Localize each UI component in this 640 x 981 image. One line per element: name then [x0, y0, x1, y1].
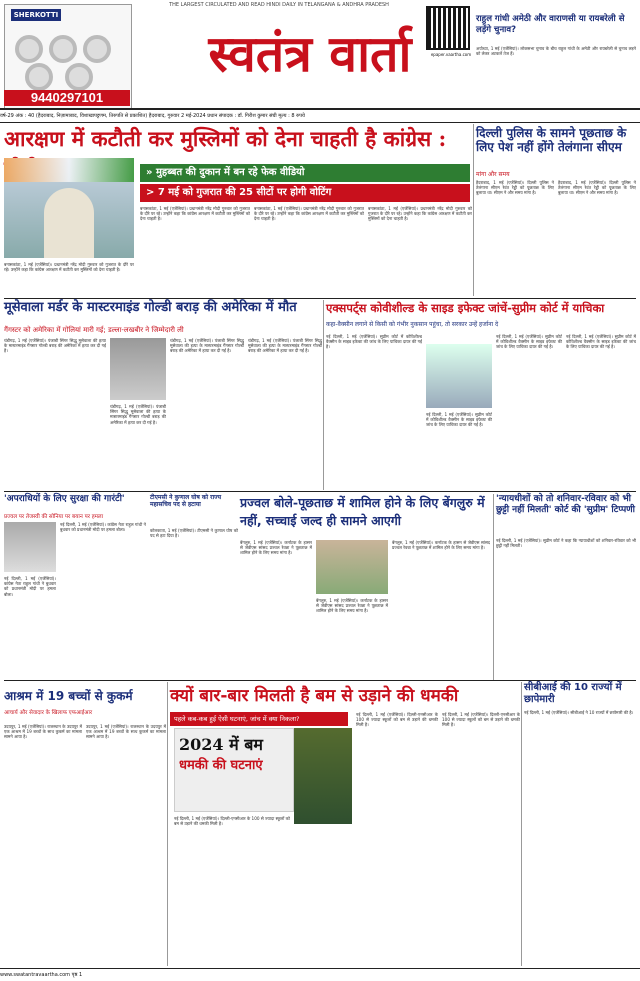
section-subhead-ashram: आचार्य और सेवादार के खिलाफ एफआईआर	[4, 710, 93, 716]
prajwal-body-1: बेंगलुरु, 1 मई (एजेंसियां)। कर्नाटक के हासन से जेडीएस सांसद प्रज्वल रेवन्ना ने पूछताछ में शामिल होने के लिए समय मांगा है।	[240, 540, 312, 556]
section-subhead-musewala: गैंगस्टर को अमेरिका में गोलियां मारी गई; डल्ला-लखबीर ने जिम्मेदारी ली	[4, 326, 184, 334]
section-headline-cbi: सीबीआई की 10 राज्यों में छापेमारी	[524, 682, 622, 705]
lead-banner-red: > 7 मई को गुजरात की 25 सीटों पर होगी वोटिंग	[140, 184, 470, 202]
ad-brand-logo: SHERKOTTI	[11, 9, 61, 21]
qr-code-icon[interactable]	[426, 6, 470, 50]
bomb-body-1: नई दिल्ली, 1 मई (एजेंसियां)। दिल्ली-एनसीआर के 100 से ज्यादा स्कूलों को बम से उड़ाने की धमकी मिली है।	[174, 816, 290, 827]
section-headline-musewala: मूसेवाला मर्डर के मास्टरमाइंड गोल्डी बराड़ की अमेरिका में मौत	[4, 300, 297, 315]
right-col-headline: दिल्ली पुलिस के सामने पूछताछ के लिए पेश नहीं होंगे तेलंगाना सीएम	[476, 126, 627, 154]
lead-headline: आरक्षण में कटौती कर मुस्लिमों को देना चाहती है कांग्रेस :	[4, 126, 447, 151]
tape-roll-image	[25, 63, 53, 91]
tape-roll-image	[65, 63, 93, 91]
flag-backdrop	[4, 158, 134, 182]
right-col-subhead: मांगा और समय	[476, 171, 510, 178]
section-subhead-guarantee: प्रज्वल पर तेजस्वी की सोनिया पर बयान पर हमला	[4, 514, 104, 520]
lead-body-col3: बनासकांठा, 1 मई (एजेंसियां)। प्रधानमंत्री नरेंद्र मोदी गुरुवार को गुजरात के दौरे पर रहे। उन्होंने कहा कि कांग्रेस आरक्षण में कटौती कर मुस्लिमों को देना चाहती है।	[254, 206, 364, 222]
section-headline-ashram: आश्रम में 19 बच्चों से कुकर्म	[4, 689, 133, 703]
prajwal-photo	[316, 540, 388, 594]
top-right-body: अयोध्या, 1 मई (एजेंसियां)। लोकसभा चुनाव के बीच राहुल गांधी के अमेठी और रायबरेली से चुनाव लड़ने को लेकर अटकलें तेज हैं।	[476, 46, 636, 57]
masthead-tagline: THE LARGEST CIRCULATED AND READ HINDI DAILY IN TELANGANA & ANDHRA PRADESH	[169, 2, 389, 8]
tape-roll-image	[49, 35, 77, 63]
section-headline-judges: 'न्यायधीशों को तो शनिवार-रविवार को भी छुट्टी नहीं मिलती' कोर्ट की 'सुप्रीम' टिप्पणी	[496, 494, 636, 515]
politician-photo	[4, 522, 56, 572]
bomb-body-3: नई दिल्ली, 1 मई (एजेंसियां)। दिल्ली-एनसीआर के 100 से ज्यादा स्कूलों को बम से उड़ाने की धमकी मिली है।	[442, 712, 520, 728]
epaper-url[interactable]: epaper.vaartha.com	[430, 52, 472, 57]
page-footer: www.swatantravaartha.com पृष्ठ 1	[0, 968, 640, 981]
guarantee-body-2: नई दिल्ली, 1 मई (एजेंसियां)। कांग्रेस नेता राहुल गांधी ने बुधवार को प्रधानमंत्री मोदी पर हमला बोला।	[4, 576, 56, 597]
infographic-year: 2024 में बम	[179, 735, 263, 754]
lead-body-col2: बनासकांठा, 1 मई (एजेंसियां)। प्रधानमंत्री नरेंद्र मोदी गुरुवार को गुजरात के दौरे पर रहे। उन्होंने कहा कि कांग्रेस आरक्षण में कटौती कर मुस्लिमों को देना चाहती है।	[140, 206, 250, 222]
section-headline-covishield: एक्सपर्ट्स कोवीशील्ड के साइड इफेक्ट जांचें-सुप्रीम कोर्ट में याचिका	[326, 301, 605, 315]
prajwal-body-2: बेंगलुरु, 1 मई (एजेंसियां)। कर्नाटक के हासन से जेडीएस सांसद प्रज्वल रेवन्ना ने पूछताछ में शामिल होने के लिए समय मांगा है।	[316, 598, 388, 614]
tape-roll-image	[15, 35, 43, 63]
bomb-threat-infographic	[174, 728, 294, 812]
ashram-body-2: उदयपुर, 1 मई (एजेंसियां)। राजस्थान के उदयपुर में एक आश्रम में 19 बच्चों के साथ कुकर्म का मामला सामने आया है।	[86, 724, 166, 740]
section-headline-bomb-threat: क्यों बार-बार मिलती है बम से उड़ाने की धमकी	[170, 686, 459, 706]
gangster-photo	[110, 338, 166, 400]
newspaper-title: स्वतंत्र वार्ता	[208, 24, 412, 83]
section-headline-prajwal: प्रज्वल बोले-पूछताछ में शामिल होने के लिए बेंगलुरु में नहीं, सच्चाई जल्द ही सामने आएगी	[240, 495, 485, 528]
covishield-body-2: नई दिल्ली, 1 मई (एजेंसियां)। सुप्रीम कोर्ट में कोविशील्ड वैक्सीन के साइड इफेक्ट की जांच के लिए याचिका दायर की गई है।	[426, 412, 492, 428]
top-right-headline: राहुल गांधी अमेठी और वाराणसी या रायबरेली से लड़ेंगे चुनाव?	[476, 14, 625, 35]
covishield-body-4: नई दिल्ली, 1 मई (एजेंसियां)। सुप्रीम कोर्ट में कोविशील्ड वैक्सीन के साइड इफेक्ट की जांच के लिए याचिका दायर की गई है।	[566, 334, 636, 350]
ad-phone-number: 9440297101	[4, 90, 130, 106]
ashram-body-1: उदयपुर, 1 मई (एजेंसियां)। राजस्थान के उदयपुर में एक आश्रम में 19 बच्चों के साथ कुकर्म का मामला सामने आया है।	[4, 724, 82, 740]
lead-banner-green: » मुहब्बत की दुकान में बन रहे फेक वीडियो	[140, 164, 470, 182]
covishield-body-3: नई दिल्ली, 1 मई (एजेंसियां)। सुप्रीम कोर्ट में कोविशील्ड वैक्सीन के साइड इफेक्ट की जांच के लिए याचिका दायर की गई है।	[496, 334, 562, 350]
lead-photo	[4, 158, 134, 258]
infographic-subtitle: धमकी की घटनाएं	[179, 758, 263, 773]
lead-body-col4: बनासकांठा, 1 मई (एजेंसियां)। प्रधानमंत्री नरेंद्र मोदी गुरुवार को गुजरात के दौरे पर रहे। उन्होंने कहा कि कांग्रेस आरक्षण में कटौती कर मुस्लिमों को देना चाहती है।	[368, 206, 472, 222]
judges-body: नई दिल्ली, 1 मई (एजेंसियां)। सुप्रीम कोर्ट ने कहा कि न्यायाधीशों को शनिवार-रविवार को भी छुट्टी नहीं मिलती।	[496, 538, 636, 549]
section-subhead-covishield: कहा-वैक्सीन लगाने से किसी को गंभीर नुकसान पहुंचा, तो सरकार उन्हें हर्जाना दे	[326, 321, 499, 328]
bomb-body-2: नई दिल्ली, 1 मई (एजेंसियां)। दिल्ली-एनसीआर के 100 से ज्यादा स्कूलों को बम से उड़ाने की धमकी मिली है।	[356, 712, 438, 728]
section-headline-guarantee: 'अपराधियों के लिए सुरक्षा की गारंटी'	[4, 494, 125, 504]
tmc-body: कोलकाता, 1 मई (एजेंसियां)। टीएमसी ने कुणाल घोष को पद से हटा दिया है।	[150, 528, 238, 539]
musewala-body-3: चंडीगढ़, 1 मई (एजेंसियां)। पंजाबी सिंगर सिद्धू मूसेवाला की हत्या के मास्टरमाइंड गैंगस्टर गोल्डी बराड़ की अमेरिका में हत्या कर दी गई है।	[170, 338, 244, 354]
section-headline-tmc: टीएमसी ने कुणाल घोष को राज्य महासचिव पद से हटाया	[150, 494, 222, 508]
prajwal-body-3: बेंगलुरु, 1 मई (एजेंसियां)। कर्नाटक के हासन से जेडीएस सांसद प्रज्वल रेवन्ना ने पूछताछ में शामिल होने के लिए समय मांगा है।	[392, 540, 490, 551]
bomb-threat-infobox-title: पहले कब-कब हुई ऐसी घटनाएं, जांच में क्या निकला?	[170, 712, 348, 726]
tape-roll-image	[83, 35, 111, 63]
musewala-body-1: चंडीगढ़, 1 मई (एजेंसियां)। पंजाबी सिंगर सिद्धू मूसेवाला की हत्या के मास्टरमाइंड गैंगस्टर गोल्डी बराड़ की अमेरिका में हत्या कर दी गई है।	[4, 338, 106, 354]
issue-info-bar: वर्ष-29 अंक : 40 (हैदराबाद, निज़ामाबाद, विशाखापट्टणम, तिरुपति से प्रकाशित) हैदराबाद, गुरुवार 2 मई-2024 प्रधान संपादक : डॉ. गिरीश कुमार संघी मूल्य : 8 रुपये	[0, 108, 640, 123]
bomb-squad-photo	[294, 728, 352, 824]
musewala-body-2: चंडीगढ़, 1 मई (एजेंसियां)। पंजाबी सिंगर सिद्धू मूसेवाला की हत्या के मास्टरमाइंड गैंगस्टर गोल्डी बराड़ की अमेरिका में हत्या कर दी गई है।	[110, 404, 166, 425]
lead-body-col1: बनासकांठा, 1 मई (एजेंसियां)। प्रधानमंत्री नरेंद्र मोदी गुरुवार को गुजरात के दौरे पर रहे। उन्होंने कहा कि कांग्रेस आरक्षण में कटौती कर मुस्लिमों को देना चाहती है।	[4, 262, 134, 273]
speaker-figure	[44, 188, 94, 258]
supreme-court-photo	[426, 344, 492, 408]
covishield-body-1: नई दिल्ली, 1 मई (एजेंसियां)। सुप्रीम कोर्ट में कोविशील्ड वैक्सीन के साइड इफेक्ट की जांच के लिए याचिका दायर की गई है।	[326, 334, 422, 350]
right-col-body-b: हैदराबाद, 1 मई (एजेंसियां)। दिल्ली पुलिस ने तेलंगाना सीएम रेवंत रेड्डी को पूछताछ के लिए बुलाया था। सीएम ने और समय मांगा है।	[558, 180, 636, 196]
guarantee-body-1: नई दिल्ली, 1 मई (एजेंसियां)। कांग्रेस नेता राहुल गांधी ने बुधवार को प्रधानमंत्री मोदी पर हमला बोला।	[60, 522, 146, 533]
right-col-body-a: हैदराबाद, 1 मई (एजेंसियां)। दिल्ली पुलिस ने तेलंगाना सीएम रेवंत रेड्डी को पूछताछ के लिए बुलाया था। सीएम ने और समय मांगा है।	[476, 180, 554, 196]
musewala-body-4: चंडीगढ़, 1 मई (एजेंसियां)। पंजाबी सिंगर सिद्धू मूसेवाला की हत्या के मास्टरमाइंड गैंगस्टर गोल्डी बराड़ की अमेरिका में हत्या कर दी गई है।	[248, 338, 322, 354]
cbi-body: नई दिल्ली, 1 मई (एजेंसियां)। सीबीआई ने 10 राज्यों में छापेमारी की है।	[524, 710, 634, 715]
